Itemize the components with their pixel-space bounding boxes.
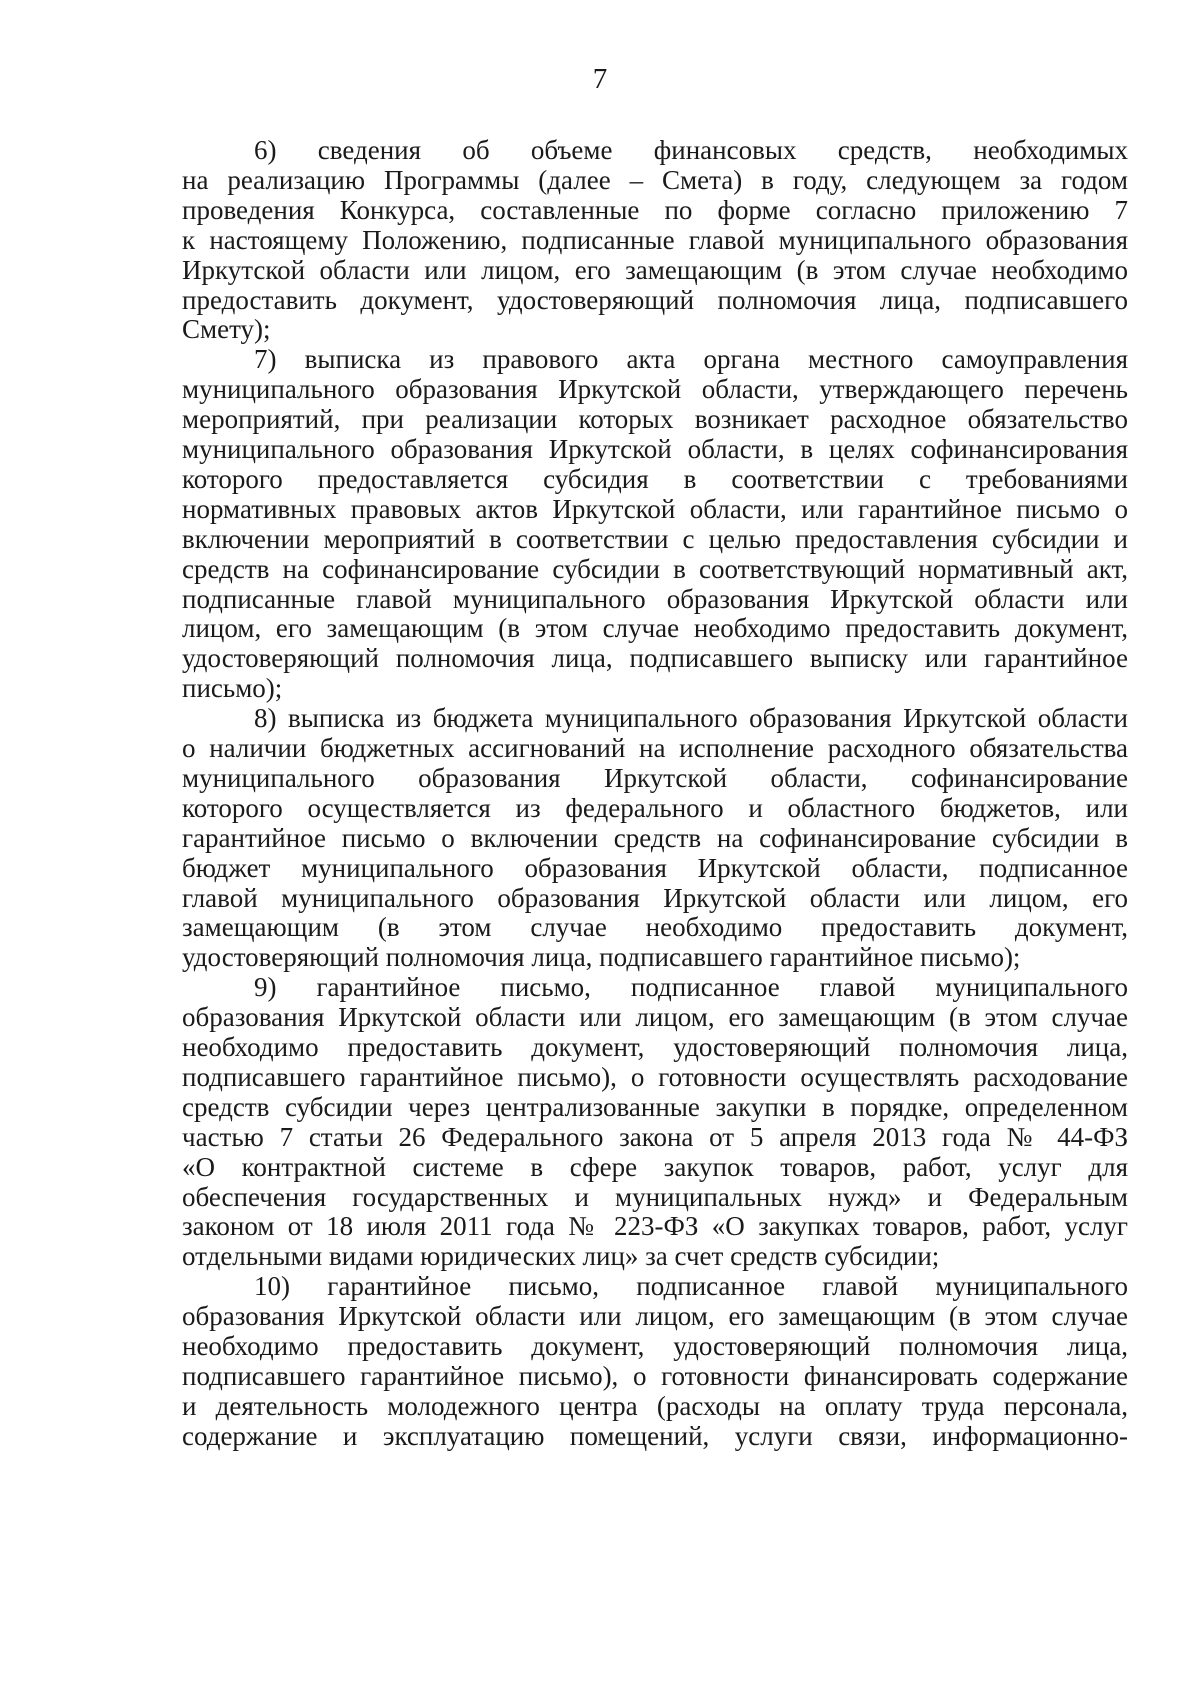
text-line: отдельными видами юридических лиц» за счет средств субсидии; (182, 1241, 940, 1271)
text-line: удостоверяющий полномочия лица, подписавшего гарантийное письмо); (182, 942, 1021, 972)
text-line: подписанные главой муниципального образования Иркутской области или (182, 584, 1128, 614)
text-line: к настоящему Положению, подписанные главой муниципального образования (182, 225, 1128, 255)
text-line: нормативных правовых актов Иркутской области, или гарантийное письмо о (182, 494, 1128, 524)
text-line: предоставить документ, удостоверяющий полномочия лица, подписавшего (182, 285, 1128, 315)
text-line: Иркутской области или лицом, его замещающим (в этом случае необходимо (182, 255, 1128, 285)
text-line: обеспечения государственных и муниципальных нужд» и Федеральным (182, 1182, 1128, 1212)
text-line: муниципального образования Иркутской области, утверждающего перечень (182, 374, 1128, 404)
text-line: лицом, его замещающим (в этом случае необходимо предоставить документ, (182, 613, 1128, 643)
text-line: подписавшего гарантийное письмо), о готовности финансировать содержание (182, 1361, 1128, 1391)
text-line: замещающим (в этом случае необходимо предоставить документ, (182, 912, 1128, 942)
text-line: письмо); (182, 673, 283, 703)
text-line: муниципального образования Иркутской области, в целях софинансирования (182, 434, 1128, 464)
text-line: частью 7 статьи 26 Федерального закона от 5 апреля 2013 года № 44-ФЗ (182, 1122, 1128, 1152)
text-line: которого предоставляется субсидия в соответствии с требованиями (182, 464, 1128, 494)
text-line: образования Иркутской области или лицом, его замещающим (в этом случае (182, 1301, 1128, 1331)
text-line: средств субсидии через централизованные закупки в порядке, определенном (182, 1092, 1128, 1122)
text-line: 10) гарантийное письмо, подписанное главой муниципального (254, 1271, 1128, 1301)
text-line: необходимо предоставить документ, удостоверяющий полномочия лица, (182, 1032, 1128, 1062)
text-line: гарантийное письмо о включении средств на софинансирование субсидии в (182, 823, 1128, 853)
text-line: мероприятий, при реализации которых возникает расходное обязательство (182, 404, 1128, 434)
text-line: 8) выписка из бюджета муниципального образования Иркутской области (254, 703, 1128, 733)
text-line: бюджет муниципального образования Иркутской области, подписанное (182, 853, 1128, 883)
text-line: образования Иркутской области или лицом, его замещающим (в этом случае (182, 1002, 1128, 1032)
text-line: 9) гарантийное письмо, подписанное главой муниципального (254, 972, 1128, 1002)
text-line: средств на софинансирование субсидии в соответствующий нормативный акт, (182, 554, 1128, 584)
text-line: законом от 18 июля 2011 года № 223-ФЗ «О закупках товаров, работ, услуг (182, 1211, 1128, 1241)
text-line: удостоверяющий полномочия лица, подписавшего выписку или гарантийное (182, 643, 1128, 673)
text-line: которого осуществляется из федерального и областного бюджетов, или (182, 793, 1128, 823)
text-line: 7) выписка из правового акта органа местного самоуправления (254, 344, 1128, 374)
text-line: необходимо предоставить документ, удостоверяющий полномочия лица, (182, 1331, 1128, 1361)
text-line: «О контрактной системе в сфере закупок товаров, работ, услуг для (182, 1152, 1128, 1182)
text-line: проведения Конкурса, составленные по форме согласно приложению 7 (182, 195, 1128, 225)
text-line: и деятельность молодежного центра (расходы на оплату труда персонала, (182, 1391, 1128, 1421)
text-line: на реализацию Программы (далее – Смета) в году, следующем за годом (182, 165, 1128, 195)
text-line: главой муниципального образования Иркутской области или лицом, его (182, 883, 1128, 913)
text-line: 6) сведения об объеме финансовых средств, необходимых (254, 135, 1128, 165)
text-line: Смету); (182, 314, 271, 344)
text-line: о наличии бюджетных ассигнований на исполнение расходного обязательства (182, 733, 1128, 763)
text-line: содержание и эксплуатацию помещений, услуги связи, информационно- (182, 1421, 1128, 1451)
text-line: подписавшего гарантийное письмо), о готовности осуществлять расходование (182, 1062, 1128, 1092)
text-line: включении мероприятий в соответствии с целью предоставления субсидии и (182, 524, 1128, 554)
text-line: муниципального образования Иркутской области, софинансирование (182, 763, 1128, 793)
page-number: 7 (592, 63, 608, 95)
